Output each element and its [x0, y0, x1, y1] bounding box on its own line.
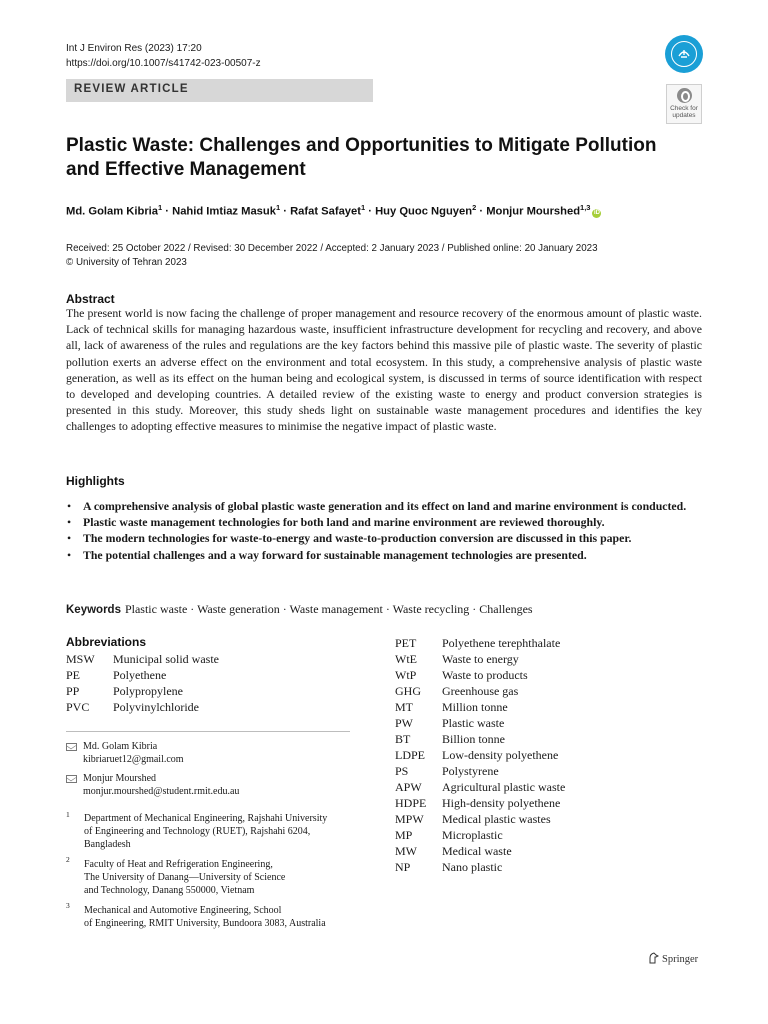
contact-email-link[interactable]: monjur.mourshed@student.rmit.edu.au — [83, 786, 240, 797]
abbreviation-definition: Plastic waste — [442, 716, 505, 730]
corresponding-author-contact — [83, 740, 184, 766]
affiliation — [84, 812, 327, 851]
copyright-line: © University of Tehran 2023 — [66, 256, 187, 268]
abbreviation-definition: Waste to energy — [442, 652, 519, 666]
publication-dates — [66, 242, 598, 269]
abbreviation-term: WtP — [395, 668, 417, 682]
abbreviation-definition: Municipal solid waste — [113, 652, 219, 666]
publisher-name: Springer — [662, 954, 699, 965]
affiliation-number: 3 — [66, 901, 70, 910]
article-title: Plastic Waste: Challenges and Opportunities to Mitigate Pollution and Effective Management — [66, 135, 657, 180]
abbreviation-definition: Billion tonne — [442, 732, 505, 746]
abbreviation-definition: Polyvinylchloride — [113, 700, 199, 714]
abbreviation-row — [66, 683, 219, 699]
journal-citation: Int J Environ Res (2023) 17:20 — [66, 43, 202, 54]
abbreviation-term: HDPE — [395, 796, 427, 810]
author-separator: · — [162, 205, 173, 218]
abbreviation-row — [395, 699, 565, 715]
abbreviation-definition: Polyethene — [113, 668, 167, 682]
article-type-label: REVIEW ARTICLE — [74, 83, 189, 95]
history-dates: Received: 25 October 2022 / Revised: 30 December 2022 / Accepted: 2 January 2023 / Published online: 20 January 2023 — [66, 243, 598, 254]
contact-name: Md. Golam Kibria — [83, 741, 158, 752]
author-affiliation-sup: 1 — [158, 203, 163, 212]
corresponding-author-contact — [83, 772, 239, 798]
keywords — [66, 602, 533, 617]
abbreviation-definition: Polyethene terephthalate — [442, 636, 561, 650]
author-separator: · — [280, 205, 291, 218]
check-updates-label: Check for updates — [670, 105, 698, 119]
check-updates-icon — [677, 88, 692, 103]
abbreviation-term: GHG — [395, 684, 421, 698]
author-affiliation-sup: 1 — [275, 203, 281, 212]
abbreviation-term: PP — [66, 684, 80, 698]
springer-horse-icon — [648, 952, 659, 964]
highlight-item: • The modern technologies for waste-to-energy and waste-to-production conversion are discussed in this paper. — [66, 530, 702, 546]
contact-email-link[interactable]: kibriaruet12@gmail.com — [83, 754, 184, 765]
journal-header — [66, 41, 261, 71]
author-name[interactable]: Md. Golam Kibria — [66, 205, 158, 218]
abbreviation-term: LDPE — [395, 748, 425, 762]
abbreviation-row — [395, 731, 565, 747]
abbreviation-definition: Microplastic — [442, 828, 503, 842]
abbreviation-definition: Medical plastic wastes — [442, 812, 551, 826]
highlight-item: • The potential challenges and a way forward for sustainable management technologies are presented. — [66, 547, 702, 563]
abbreviation-row — [395, 635, 565, 651]
affiliation-number: 1 — [66, 810, 70, 819]
affiliation-line: Bangladesh — [84, 839, 131, 850]
affiliation — [84, 904, 326, 930]
publisher-logo — [648, 952, 698, 965]
keywords-heading: Keywords — [66, 604, 121, 616]
abbreviation-term: MP — [395, 828, 413, 842]
abbreviation-term: WtE — [395, 652, 417, 666]
abbreviation-definition: Low-density polyethene — [442, 748, 559, 762]
abbreviation-term: MPW — [395, 812, 424, 826]
abbreviations-heading: Abbreviations — [66, 635, 147, 649]
author-separator: · — [365, 205, 376, 218]
orcid-icon[interactable]: iD — [593, 209, 600, 216]
affiliation-line: Faculty of Heat and Refrigeration Engineering, — [84, 859, 273, 870]
abbreviations-table-right — [395, 635, 565, 875]
footnote-divider — [66, 731, 350, 732]
abbreviation-term: PS — [395, 764, 409, 778]
abbreviation-row — [395, 779, 565, 795]
abbreviation-definition: Waste to products — [442, 668, 528, 682]
envelope-icon — [66, 743, 77, 751]
abbreviations-table-left — [66, 651, 219, 715]
abbreviation-row — [395, 683, 565, 699]
author-name[interactable]: Rafat Safayet — [290, 205, 361, 218]
highlights-list — [66, 498, 702, 563]
abbreviation-term: NP — [395, 860, 411, 874]
abbreviation-definition: High-density polyethene — [442, 796, 561, 810]
abbreviation-row — [395, 811, 565, 827]
abbreviation-definition: Polystyrene — [442, 764, 499, 778]
author-affiliation-sup: 1 — [360, 203, 366, 212]
abbreviation-row — [395, 843, 565, 859]
abbreviation-row — [395, 715, 565, 731]
author-affiliation-sup: 2 — [472, 203, 477, 212]
abbreviation-row — [66, 651, 219, 667]
highlights-heading: Highlights — [66, 474, 125, 488]
doi-link[interactable]: https://doi.org/10.1007/s41742-023-00507-z — [66, 58, 261, 69]
abbreviation-term: MW — [395, 844, 417, 858]
check-for-updates-button[interactable] — [666, 84, 702, 124]
abbreviation-term: APW — [395, 780, 422, 794]
abbreviation-row — [66, 667, 219, 683]
journal-logo-icon — [665, 35, 703, 73]
abbreviation-row — [395, 747, 565, 763]
abbreviation-definition: Polypropylene — [113, 684, 183, 698]
abbreviation-term: MT — [395, 700, 413, 714]
highlight-item: • A comprehensive analysis of global plastic waste generation and its effect on land and marine environment is conducted. — [66, 498, 702, 514]
abstract-text: The present world is now facing the challenge of proper management and resource recovery of the enormous amount of plastic waste. Lack of technical skills for managing hazardous waste, insufficient infrastructure development for recycling and recovery, and above all, lack of awareness of the rules and regulations are the key factors behind this massive pile of plastic waste. The severity of plastic pollution exerts an adverse effect on the environment and total ecosystem. In this study, a comprehensive analysis of plastic waste generation, as well as its effect on the human being and ecological system, is discussed in terms of source identification with respect to developed and developing countries. A detailed review of the existing waste to energy and product conversion strategies is presented in this study. Moreover, this study sheds light on sustainable waste management procedures and identifies the key challenges to adopting effective measures to minimise the negative impact of plastic waste. — [66, 306, 702, 434]
affiliation-line: Department of Mechanical Engineering, Rajshahi University — [84, 813, 328, 824]
author-list — [66, 203, 601, 218]
abbreviation-definition: Agricultural plastic waste — [442, 780, 566, 794]
contact-name: Monjur Mourshed — [83, 773, 157, 784]
abbreviation-term: BT — [395, 732, 411, 746]
abstract-heading: Abstract — [66, 292, 115, 306]
abbreviation-definition: Greenhouse gas — [442, 684, 519, 698]
abbreviation-term: PE — [66, 668, 81, 682]
abbreviation-row — [395, 651, 565, 667]
article-type-badge — [66, 79, 373, 102]
abbreviation-definition: Million tonne — [442, 700, 508, 714]
abbreviation-term: PW — [395, 716, 413, 730]
author-name[interactable]: Huy Quoc Nguyen — [375, 205, 473, 218]
abbreviation-term: MSW — [66, 652, 95, 666]
affiliation-number: 2 — [66, 855, 70, 864]
affiliation-line: of Engineering, RMIT University, Bundoora 3083, Australia — [84, 918, 326, 929]
keywords-text: Plastic waste · Waste generation · Waste management · Waste recycling · Challenges — [124, 602, 533, 616]
abbreviation-row — [395, 795, 565, 811]
affiliation-line: Mechanical and Automotive Engineering, School — [84, 905, 282, 916]
abbreviation-row — [395, 827, 565, 843]
highlight-item: • Plastic waste management technologies for both land and marine environment are reviewed thoroughly. — [66, 514, 702, 530]
affiliation — [84, 858, 285, 897]
abbreviation-row — [66, 699, 219, 715]
abbreviation-definition: Nano plastic — [442, 860, 503, 874]
affiliation-line: The University of Danang—University of Science — [84, 872, 286, 883]
abbreviation-row — [395, 763, 565, 779]
affiliation-line: and Technology, Danang 550000, Vietnam — [84, 885, 255, 896]
author-name[interactable]: Monjur Mourshed — [486, 205, 581, 218]
affiliation-line: of Engineering and Technology (RUET), Rajshahi 6204, — [84, 826, 311, 837]
abbreviation-definition: Medical waste — [442, 844, 512, 858]
author-affiliation-sup: 1,3 — [580, 203, 591, 212]
envelope-icon — [66, 775, 77, 783]
author-name[interactable]: Nahid Imtiaz Masuk — [172, 205, 276, 218]
abbreviation-term: PVC — [66, 700, 90, 714]
abbreviation-term: PET — [395, 636, 417, 650]
abbreviation-row — [395, 667, 565, 683]
abbreviation-row — [395, 859, 565, 875]
author-separator: · — [476, 205, 487, 218]
